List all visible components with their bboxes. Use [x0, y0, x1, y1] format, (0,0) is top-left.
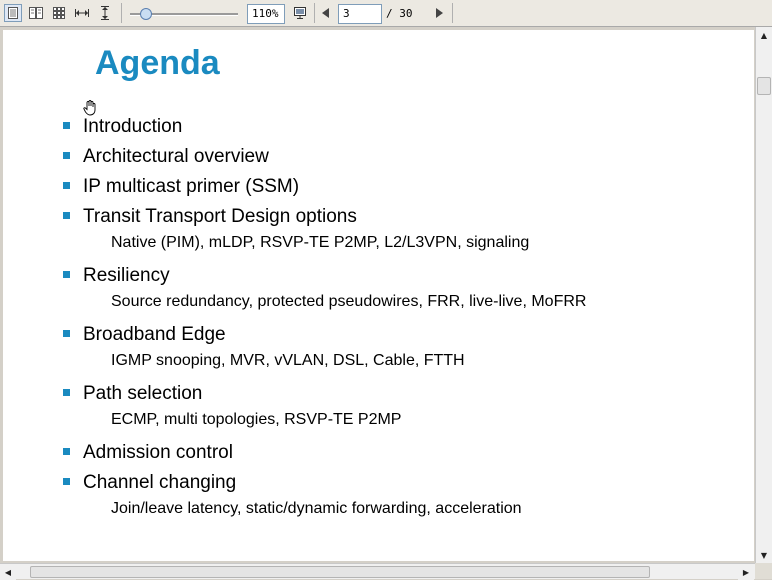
- horizontal-scroll-thumb[interactable]: [30, 566, 650, 578]
- next-page-button[interactable]: [430, 4, 448, 22]
- toolbar: [0, 0, 772, 27]
- horizontal-scrollbar[interactable]: [0, 563, 755, 579]
- scroll-right-icon[interactable]: ▶: [738, 564, 754, 580]
- bullet-icon: [63, 448, 70, 455]
- bullet-icon: [63, 182, 70, 189]
- agenda-item: Broadband Edge: [83, 324, 226, 345]
- document-viewport[interactable]: [0, 27, 772, 579]
- toolbar-divider: [452, 3, 453, 23]
- scroll-down-icon[interactable]: ▼: [756, 547, 772, 563]
- agenda-subitem: ECMP, multi topologies, RSVP-TE P2MP: [111, 411, 402, 428]
- scrollbar-corner: [755, 563, 772, 579]
- single-page-view-icon[interactable]: [4, 4, 22, 22]
- page-total-label: / 30: [386, 7, 413, 20]
- vertical-scrollbar[interactable]: [755, 27, 772, 563]
- toolbar-divider: [121, 3, 122, 23]
- bullet-icon: [63, 330, 70, 337]
- agenda-item: Channel changing: [83, 472, 237, 493]
- agenda-item: Path selection: [83, 383, 203, 404]
- agenda-subitem: Source redundancy, protected pseudowires, FRR, live-live, MoFRR: [111, 293, 587, 310]
- fit-width-icon[interactable]: [73, 4, 91, 22]
- bullet-icon: [63, 212, 70, 219]
- fit-height-icon[interactable]: [96, 4, 114, 22]
- two-page-view-icon[interactable]: [27, 4, 45, 22]
- bullet-icon: [63, 152, 70, 159]
- grid-view-icon[interactable]: [50, 4, 68, 22]
- agenda-subitem: Join/leave latency, static/dynamic forwarding, acceleration: [111, 500, 522, 517]
- vertical-scroll-thumb[interactable]: [757, 77, 771, 95]
- previous-page-button[interactable]: [317, 4, 335, 22]
- agenda-item: Transit Transport Design options: [83, 206, 357, 227]
- page-number-input[interactable]: 3: [338, 4, 382, 24]
- toolbar-divider: [314, 3, 315, 23]
- bullet-icon: [63, 122, 70, 129]
- agenda-subitem: Native (PIM), mLDP, RSVP-TE P2MP, L2/L3VPN, signaling: [111, 234, 530, 251]
- bullet-icon: [63, 478, 70, 485]
- zoom-slider-thumb[interactable]: [140, 8, 152, 20]
- agenda-item: Introduction: [83, 116, 183, 137]
- zoom-input[interactable]: 110%: [247, 4, 285, 24]
- agenda-item: Resiliency: [83, 265, 170, 286]
- presentation-mode-icon[interactable]: [291, 4, 309, 22]
- agenda-item: Architectural overview: [83, 146, 269, 167]
- agenda-subitem: IGMP snooping, MVR, vVLAN, DSL, Cable, FTTH: [111, 352, 465, 369]
- agenda-item: Admission control: [83, 442, 233, 463]
- scroll-up-icon[interactable]: ▲: [756, 27, 772, 43]
- agenda-item: IP multicast primer (SSM): [83, 176, 300, 197]
- slide-title: Agenda: [95, 44, 220, 82]
- scroll-left-icon[interactable]: ◀: [0, 564, 16, 580]
- bullet-icon: [63, 389, 70, 396]
- slide-page: [3, 30, 754, 561]
- bullet-icon: [63, 271, 70, 278]
